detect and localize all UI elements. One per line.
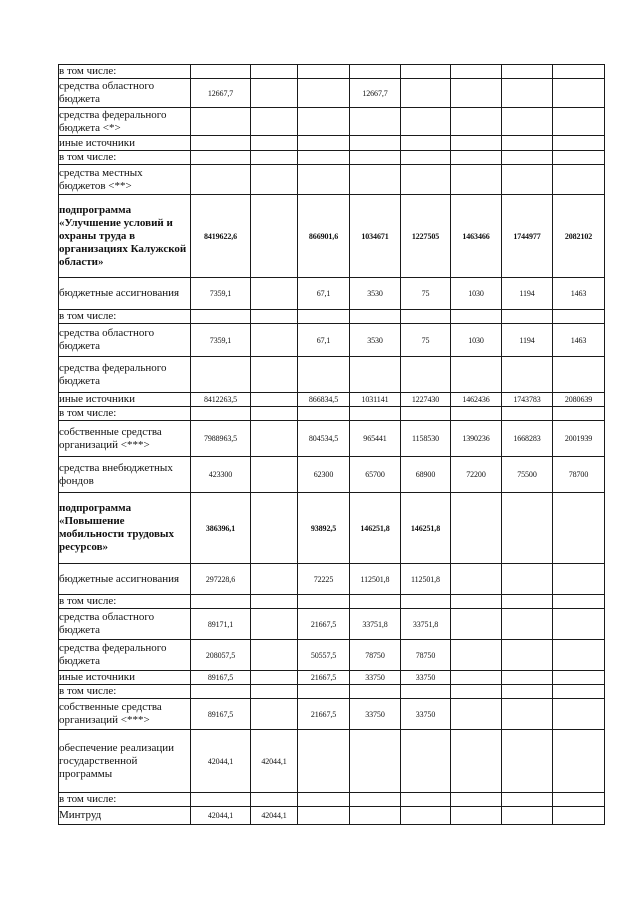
value-cell: 12667,7 [191,79,251,108]
value-cell [251,65,298,79]
row-label: подпрограмма «Улучшение условий и охраны труда в организациях Калужской области» [59,195,191,278]
value-cell: 2001939 [553,421,605,457]
value-cell [251,357,298,393]
value-cell: 866901,6 [298,195,350,278]
value-cell [401,807,451,825]
value-cell [451,640,502,671]
value-cell: 12667,7 [350,79,401,108]
value-cell [451,493,502,564]
table-row [59,195,605,278]
value-cell [298,151,350,165]
value-cell [451,564,502,595]
value-cell: 423300 [191,457,251,493]
value-cell [298,685,350,699]
value-cell: 7988963,5 [191,421,251,457]
row-label: собственные средства организаций <***> [59,699,191,730]
value-cell: 804534,5 [298,421,350,457]
value-cell: 1194 [502,324,553,357]
value-cell: 1463 [553,324,605,357]
value-cell [251,457,298,493]
value-cell [401,407,451,421]
value-cell [553,564,605,595]
table-row [59,685,605,699]
value-cell [401,685,451,699]
value-cell [191,595,251,609]
value-cell [298,310,350,324]
table-row [59,640,605,671]
value-cell [251,79,298,108]
value-cell [502,807,553,825]
row-label: средства федерального бюджета [59,640,191,671]
value-cell: 7359,1 [191,324,251,357]
value-cell: 1462436 [451,393,502,407]
value-cell: 42044,1 [251,730,298,793]
value-cell [451,671,502,685]
value-cell: 75 [401,324,451,357]
value-cell: 42044,1 [191,807,251,825]
value-cell [502,685,553,699]
value-cell [502,609,553,640]
table-row [59,151,605,165]
funding-table [58,64,605,825]
value-cell: 3530 [350,324,401,357]
value-cell [350,407,401,421]
value-cell [401,108,451,136]
value-cell: 2080639 [553,393,605,407]
value-cell [350,151,401,165]
value-cell: 1668283 [502,421,553,457]
value-cell [401,151,451,165]
table-row [59,421,605,457]
value-cell [502,407,553,421]
table-row [59,671,605,685]
value-cell [553,151,605,165]
row-label: бюджетные ассигнования [59,564,191,595]
value-cell [401,310,451,324]
row-label: иные источники [59,393,191,407]
value-cell: 8419622,6 [191,195,251,278]
value-cell: 1744977 [502,195,553,278]
value-cell [350,595,401,609]
value-cell [401,730,451,793]
value-cell [251,310,298,324]
table-row [59,357,605,393]
value-cell [350,730,401,793]
value-cell: 21667,5 [298,671,350,685]
value-cell [251,393,298,407]
table-row [59,407,605,421]
table-row [59,108,605,136]
table-row [59,493,605,564]
value-cell [298,165,350,195]
value-cell [350,357,401,393]
value-cell [350,136,401,151]
value-cell [251,595,298,609]
value-cell [251,407,298,421]
row-label: в том числе: [59,595,191,609]
value-cell [502,165,553,195]
value-cell [401,793,451,807]
value-cell: 1390236 [451,421,502,457]
value-cell [451,407,502,421]
value-cell [553,807,605,825]
table-row [59,310,605,324]
value-cell [553,609,605,640]
table-row [59,136,605,151]
value-cell [251,640,298,671]
value-cell [191,108,251,136]
value-cell: 1158530 [401,421,451,457]
value-cell [350,65,401,79]
value-cell: 68900 [401,457,451,493]
value-cell [401,595,451,609]
value-cell [251,793,298,807]
value-cell [191,407,251,421]
value-cell [553,108,605,136]
document-page [58,64,604,825]
row-label: Минтруд [59,807,191,825]
value-cell: 8412263,5 [191,393,251,407]
value-cell [451,793,502,807]
row-label: иные источники [59,671,191,685]
value-cell [191,136,251,151]
value-cell [553,493,605,564]
row-label: средства областного бюджета [59,79,191,108]
value-cell [451,108,502,136]
value-cell: 42044,1 [191,730,251,793]
value-cell [251,151,298,165]
value-cell [350,793,401,807]
value-cell [298,357,350,393]
row-label: подпрограмма «Повышение мобильности трудовых ресурсов» [59,493,191,564]
value-cell [451,685,502,699]
value-cell: 78750 [401,640,451,671]
value-cell: 50557,5 [298,640,350,671]
table-row [59,730,605,793]
value-cell [451,65,502,79]
value-cell [502,640,553,671]
value-cell: 42044,1 [251,807,298,825]
value-cell [350,310,401,324]
table-row [59,807,605,825]
row-label: бюджетные ассигнования [59,278,191,310]
value-cell [298,108,350,136]
value-cell [251,195,298,278]
value-cell: 72200 [451,457,502,493]
value-cell: 1743783 [502,393,553,407]
value-cell: 67,1 [298,278,350,310]
value-cell: 112501,8 [350,564,401,595]
value-cell [502,79,553,108]
value-cell [553,685,605,699]
value-cell [350,165,401,195]
table-row [59,793,605,807]
value-cell [298,595,350,609]
value-cell [251,278,298,310]
value-cell: 146251,8 [401,493,451,564]
value-cell [350,807,401,825]
value-cell [401,357,451,393]
value-cell [298,79,350,108]
row-label: в том числе: [59,793,191,807]
value-cell: 21667,5 [298,699,350,730]
value-cell: 965441 [350,421,401,457]
value-cell: 3530 [350,278,401,310]
value-cell [451,136,502,151]
value-cell [451,151,502,165]
value-cell [451,595,502,609]
value-cell [451,165,502,195]
value-cell [502,730,553,793]
value-cell: 67,1 [298,324,350,357]
row-label: средства федерального бюджета [59,357,191,393]
table-row [59,609,605,640]
value-cell: 33751,8 [350,609,401,640]
value-cell: 33750 [350,699,401,730]
value-cell [502,65,553,79]
value-cell: 1227430 [401,393,451,407]
row-label: обеспечение реализации государственной программы [59,730,191,793]
value-cell: 1463466 [451,195,502,278]
value-cell [350,108,401,136]
value-cell [553,357,605,393]
row-label: средства федерального бюджета <*> [59,108,191,136]
value-cell [502,108,553,136]
value-cell [298,807,350,825]
value-cell [191,793,251,807]
value-cell: 1463 [553,278,605,310]
value-cell: 78700 [553,457,605,493]
row-label: в том числе: [59,685,191,699]
table-row [59,457,605,493]
value-cell: 297228,6 [191,564,251,595]
value-cell [502,564,553,595]
value-cell [451,310,502,324]
value-cell: 62300 [298,457,350,493]
table-row [59,564,605,595]
value-cell: 89167,5 [191,699,251,730]
value-cell [553,165,605,195]
value-cell [191,65,251,79]
value-cell: 1031141 [350,393,401,407]
value-cell: 93892,5 [298,493,350,564]
value-cell: 386396,1 [191,493,251,564]
value-cell [298,136,350,151]
value-cell: 21667,5 [298,609,350,640]
value-cell [191,151,251,165]
value-cell [451,609,502,640]
row-label: средства местных бюджетов <**> [59,165,191,195]
value-cell [191,165,251,195]
value-cell: 146251,8 [350,493,401,564]
row-label: в том числе: [59,407,191,421]
value-cell [251,324,298,357]
value-cell [553,640,605,671]
value-cell [191,685,251,699]
row-label: в том числе: [59,310,191,324]
value-cell [451,699,502,730]
value-cell [251,136,298,151]
value-cell [553,310,605,324]
value-cell [502,671,553,685]
value-cell: 208057,5 [191,640,251,671]
value-cell: 1227505 [401,195,451,278]
value-cell [251,671,298,685]
row-label: средства внебюджетных фондов [59,457,191,493]
table-row [59,79,605,108]
value-cell [251,421,298,457]
value-cell [502,310,553,324]
table-body [59,65,605,825]
value-cell [502,493,553,564]
value-cell: 89167,5 [191,671,251,685]
value-cell: 72225 [298,564,350,595]
value-cell [502,595,553,609]
row-label: иные источники [59,136,191,151]
value-cell [401,165,451,195]
value-cell [451,807,502,825]
value-cell: 78750 [350,640,401,671]
value-cell [553,671,605,685]
value-cell [553,595,605,609]
table-row [59,699,605,730]
value-cell [502,699,553,730]
value-cell [502,151,553,165]
value-cell [251,493,298,564]
value-cell [298,730,350,793]
value-cell [553,699,605,730]
value-cell: 7359,1 [191,278,251,310]
row-label: в том числе: [59,65,191,79]
value-cell [251,165,298,195]
row-label: средства областного бюджета [59,609,191,640]
value-cell [298,65,350,79]
value-cell [502,136,553,151]
table-row [59,278,605,310]
value-cell [451,730,502,793]
value-cell [251,609,298,640]
value-cell [451,357,502,393]
value-cell [350,685,401,699]
table-row [59,65,605,79]
value-cell: 1030 [451,324,502,357]
value-cell: 33750 [350,671,401,685]
value-cell: 89171,1 [191,609,251,640]
value-cell: 112501,8 [401,564,451,595]
value-cell: 1030 [451,278,502,310]
value-cell [251,108,298,136]
value-cell: 1034671 [350,195,401,278]
value-cell [502,793,553,807]
value-cell [191,357,251,393]
row-label: средства областного бюджета [59,324,191,357]
value-cell: 33751,8 [401,609,451,640]
value-cell: 75 [401,278,451,310]
value-cell: 866834,5 [298,393,350,407]
value-cell: 75500 [502,457,553,493]
value-cell [451,79,502,108]
value-cell [553,793,605,807]
table-row [59,595,605,609]
value-cell [502,357,553,393]
row-label: в том числе: [59,151,191,165]
value-cell: 33750 [401,671,451,685]
value-cell: 2082102 [553,195,605,278]
value-cell: 65700 [350,457,401,493]
value-cell [401,79,451,108]
value-cell [553,136,605,151]
table-row [59,393,605,407]
value-cell [553,79,605,108]
value-cell [298,407,350,421]
value-cell [401,136,451,151]
value-cell [191,310,251,324]
row-label: собственные средства организаций <***> [59,421,191,457]
value-cell [251,564,298,595]
value-cell: 33750 [401,699,451,730]
value-cell [553,65,605,79]
value-cell [553,407,605,421]
value-cell [251,685,298,699]
table-row [59,324,605,357]
value-cell [401,65,451,79]
value-cell [553,730,605,793]
value-cell: 1194 [502,278,553,310]
value-cell [251,699,298,730]
value-cell [298,793,350,807]
table-row [59,165,605,195]
